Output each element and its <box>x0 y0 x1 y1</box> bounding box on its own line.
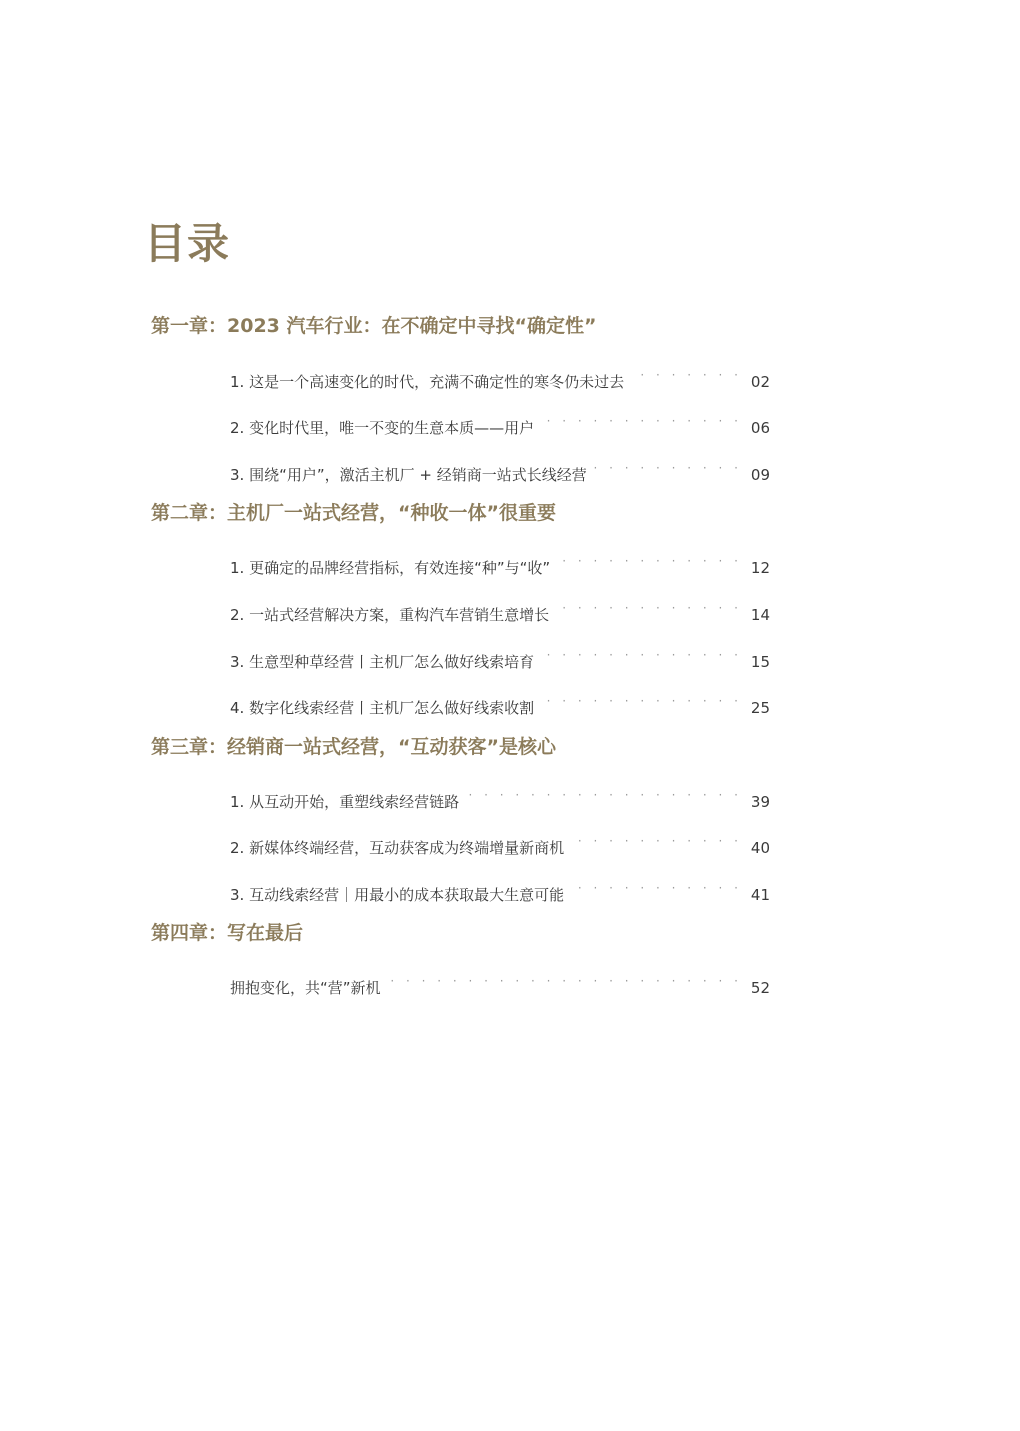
toc-entry-title: 1. 这是一个高速变化的时代，充满不确定性的寒冬仍未过去 <box>230 370 628 394</box>
toc-entry-1-3[interactable] <box>230 456 770 484</box>
toc-entry-4-1[interactable] <box>230 969 770 997</box>
dot-leader <box>568 829 748 853</box>
toc-entry-2-3[interactable] <box>230 643 770 671</box>
dot-leader <box>553 596 748 620</box>
toc-entry-title: 拥抱变化，共“营”新机 <box>230 976 385 1000</box>
dot-leader <box>538 409 748 433</box>
toc-entry-page: 06 <box>750 419 770 437</box>
toc-entry-2-2[interactable] <box>230 596 770 624</box>
toc-entry-title: 2. 变化时代里，唯一不变的生意本质——用户 <box>230 416 538 440</box>
toc-entry-page: 09 <box>750 466 770 484</box>
dot-leader <box>554 549 748 573</box>
toc-entry-page: 14 <box>750 606 770 624</box>
toc-entry-title: 4. 数字化线索经营丨主机厂怎么做好线索收割 <box>230 696 538 720</box>
dot-leader <box>568 876 748 900</box>
dot-leader <box>463 783 748 807</box>
toc-entry-title: 1. 更确定的品牌经营指标，有效连接“种”与“收” <box>230 556 554 580</box>
dot-leader <box>538 643 748 667</box>
toc-entry-page: 52 <box>750 979 770 997</box>
toc-entry-title: 2. 新媒体终端经营，互动获客成为终端增量新商机 <box>230 836 568 860</box>
page-title: 目录 <box>144 219 231 268</box>
dot-leader <box>385 969 748 993</box>
toc-entry-title: 3. 生意型种草经营丨主机厂怎么做好线索培育 <box>230 650 538 674</box>
toc-entry-page: 12 <box>750 559 770 577</box>
dot-leader <box>628 363 748 387</box>
toc-entry-title: 2. 一站式经营解决方案，重构汽车营销生意增长 <box>230 603 553 627</box>
toc-entry-page: 25 <box>750 699 770 717</box>
chapter-2-title: 第二章：主机厂一站式经营，“种收一体”很重要 <box>151 502 556 524</box>
toc-entry-page: 39 <box>750 793 770 811</box>
toc-entry-1-2[interactable] <box>230 409 770 437</box>
toc-entry-page: 15 <box>750 653 770 671</box>
toc-entry-1-1[interactable] <box>230 363 770 391</box>
dot-leader <box>538 689 748 713</box>
toc-entry-page: 40 <box>750 839 770 857</box>
dot-leader <box>591 456 748 480</box>
toc-entry-2-1[interactable] <box>230 549 770 577</box>
toc-entry-3-3[interactable] <box>230 876 770 904</box>
chapter-3-title: 第三章：经销商一站式经营，“互动获客”是核心 <box>151 736 556 758</box>
toc-entry-2-4[interactable] <box>230 689 770 717</box>
toc-entry-title: 3. 互动线索经营｜用最小的成本获取最大生意可能 <box>230 883 568 907</box>
toc-entry-title: 1. 从互动开始，重塑线索经营链路 <box>230 790 463 814</box>
toc-entry-page: 02 <box>750 373 770 391</box>
toc-entry-title: 3. 围绕“用户”，激活主机厂 + 经销商一站式长线经营 <box>230 463 591 487</box>
toc-entry-page: 41 <box>750 886 770 904</box>
toc-entry-3-2[interactable] <box>230 829 770 857</box>
chapter-4-title: 第四章：写在最后 <box>151 922 304 944</box>
chapter-1-title: 第一章：2023 汽车行业：在不确定中寻找“确定性” <box>151 315 597 337</box>
toc-entry-3-1[interactable] <box>230 783 770 811</box>
